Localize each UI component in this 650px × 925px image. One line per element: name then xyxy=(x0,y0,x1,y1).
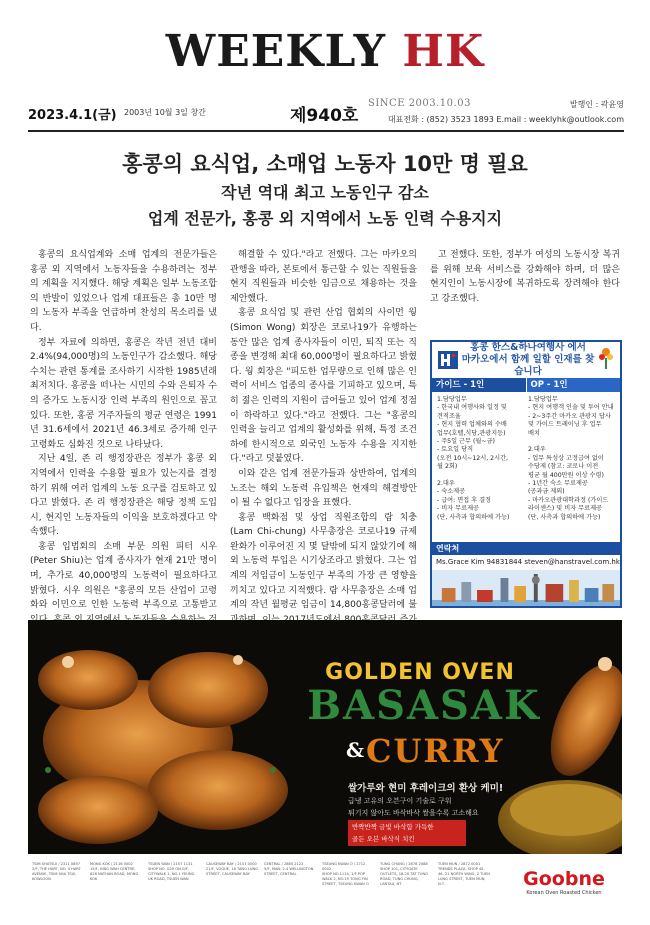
travel-agency-logo-icon xyxy=(436,348,460,372)
requirement-line: - 1년간 숙소 무료제공 xyxy=(528,480,588,488)
requirement-line: 견적조율 xyxy=(437,412,461,420)
ampersand: & xyxy=(346,738,365,762)
ad-badge xyxy=(348,820,466,846)
branch-list xyxy=(28,856,622,906)
branch: CENTRAL / 2865 2122 5/F, MAN, 2-4 WELLINGTON STREET, CENTRAL xyxy=(264,862,314,876)
requirement-line: (공과금 제외) xyxy=(528,488,565,496)
subheadline-2: 업계 전문가, 홍콩 외 지역에서 노동 인력 수용지지 xyxy=(147,209,503,228)
branch: TSEUNG KWAN O / 2712 0002 SHOP NO.1114, 1/F POP WALK 2, NO.19 TONG YIN STREET, TSEUNG KWAN O xyxy=(322,862,369,886)
paragraph: 홍콩 백화점 및 상업 직원조합의 람 치충(Lam Chi-chung) 사무총장은 코로나19 규제 완화가 이루어진 지 몇 달밖에 되지 않았기에 해외 노동력 투입은 시기상조라고 밝혔다. 그는 업계의 저임금이 노동인구 부족의 가장 큰 영향을 끼치고 있다고 지적했다. 람 사무총장은 소매 업계의 작년 월평균 임금이 14,800홍콩달러에 불 xyxy=(230,512,417,611)
founded-date: 2003년 10월 3일 창간 xyxy=(124,108,206,117)
contact-label: 연락처 xyxy=(432,542,620,555)
requirement-line: 및 가이드 트레이닝 후 업무 xyxy=(528,421,602,429)
paragraph: 해결할 수 있다."라고 전했다. 그는 마카오의 관행을 따라, 본토에서 통근할 수 있는 직원들을 현지 직원들과 비슷한 임금으로 채용하는 것을 제안했다. xyxy=(230,250,417,304)
article-column-3 xyxy=(430,248,620,306)
job-ad-title-1: 홍콩 한스&하나여행사 에서 xyxy=(470,342,586,353)
requirement-line: 2.대우 xyxy=(528,446,546,454)
requirement-line: 수당제 (참고: 코로나 이전 xyxy=(528,463,599,471)
paragraph: 홍콩 요식업 및 관련 산업 협회의 사이먼 웡(Simon Wong) 회장은 코로나19가 유행하는 동안 많은 업계 종사자들이 이민, 퇴직 또는 직종을 변경해 최대 60,000명이 필요하다고 밝혔다. 웡 회장은 "피도한 업무량으로 인해 많은 인력이 서비스 업종의 종사를 기피하고 있으며, 특히 젊은 인력의 지원이 급어들고 있어 업계 정점이 하락하고 있다."라고 전했다. 그는 "홍콩의 인력을 늘리고 업계의 활성화를 위해, 특정 조건하에 한시적으로 외국인 노동자 수용을 지지한다."라고 덧붙였다. xyxy=(230,308,417,465)
goobne-logo: Goobne Korean Oven Roasted Chicken xyxy=(523,868,605,896)
since-line: SINCE 2003.10.03 xyxy=(368,98,471,109)
paragraph: 고 전했다. 또한, 정부가 여성의 노동시장 복귀를 위해 보육 서비스를 강화해야 하며, 더 많은 현지인이 노동시장에 복귀하도록 장려해야 한다고 강조했다. xyxy=(430,250,620,304)
curry-title: CURRY xyxy=(366,732,505,770)
contact-details: Ms.Grace Kim 94831844 steven@hanstravel.com.hk xyxy=(436,558,620,566)
headline: 홍콩의 요식업, 소매업 노동자 10만 명 필요 xyxy=(122,152,528,176)
paragraph: 홍콩 입법회의 소매 부문 의원 피터 시우(Peter Shiu)는 업계 종사자가 현재 21만 명이며, 추가로 40,000명의 노동력이 필요하다고 밝혔다. 시우 의원은 "홍콩의 모든 산업이 고령화와 이민으로 인한 노동력 부족으로 고통받고 xyxy=(30,541,217,611)
ad-description-2: 튀기지 않아도 바삭바삭 쌀을수록 고소해요 xyxy=(348,809,479,817)
badge-line-2: 골든 오븐 바삭식 치킨 xyxy=(352,835,415,843)
requirement-line: (오전 10시~12시, 2시간, xyxy=(437,454,509,462)
requirement-line: - 토요일 당직 xyxy=(437,446,474,454)
golden-oven-logo: GOLDEN OVEN xyxy=(325,660,515,685)
requirement-line: - 숙소제공 xyxy=(437,488,466,496)
requirement-line: - 마카오관광대학과정 (가이드 xyxy=(528,496,609,504)
newspaper-title: WEEKLY HK xyxy=(165,26,485,77)
requirement-line: - 현지 협력 업체와의 수배 xyxy=(437,421,507,429)
issue-bar xyxy=(28,96,624,132)
basasak-title: BASASAK xyxy=(307,682,541,729)
ad-description-1: 급냉 고유의 오븐구이 기술로 구워 xyxy=(348,797,452,805)
requirement-line: 2.대우 xyxy=(437,480,455,488)
branch: TSIM SHATSUI / 2311 0897 2/F, THE HART, NO. 4 HART AVENUE, TSIM SHA TSUI, KOWLOON xyxy=(32,862,81,881)
tab-op: OP - 1인 xyxy=(526,378,621,392)
requirement-line: - 비자 무료제공 xyxy=(437,505,480,513)
job-ad-header xyxy=(432,342,620,378)
ad-tagline: 쌀가루와 현미 후레이크의 환상 케미! xyxy=(348,783,504,794)
requirement-line: (단, 사측과 합의하에 가능) xyxy=(528,513,601,521)
branch: TUNG CHUNG / 2878 2088 SHOP 101, CITYGATE OUTLETS, 18-20 TAT TUNG ROAD, TUNG CHUNG, LANTAU, NT xyxy=(380,862,429,886)
paragraph: 지난 4일, 존 리 행정장관은 정부가 홍콩 외 지역에서 인력을 수용할 필요가 있는지를 결정하기 위해 여러 업계의 노동 요구를 검토하고 있다고 밝혔다. 존 리 행정장관은 해당 정책 도입 시, 현지인 노동자들의 이익을 보호하겠다고 약속했다. xyxy=(30,454,217,538)
branch: TSUEN WAN / 2157 1131 SHOP NO. G29 ON G/F, CITYWALK 1, NO.1 YEUNG UK ROAD, TSUEN WAN xyxy=(148,862,195,881)
requirement-line: 업무(호텔,식당,관광지등) xyxy=(437,429,506,437)
requirement-line: 월 2회) xyxy=(437,463,458,471)
requirement-line: 배치 xyxy=(528,429,540,437)
requirement-line: 1.담당업무 xyxy=(528,396,558,403)
requirement-line: - 급여: 면접 후 결정 xyxy=(437,496,492,504)
guide-requirements xyxy=(435,396,526,532)
job-ad-title-2: 마카오에서 함께 일할 인재를 찾습니다 xyxy=(461,354,595,377)
macau-skyline-illustration xyxy=(432,570,620,608)
tab-guide: 가이드 - 1인 xyxy=(432,378,526,392)
requirement-line: - 주5일 근무 (월~금) xyxy=(437,438,495,446)
issue-number: 제940호 xyxy=(290,106,359,126)
requirement-line: 라이센스) 및 비자 무료제공 xyxy=(528,505,603,513)
goobne-advertisement xyxy=(28,620,622,854)
subheadline-1: 작년 역대 최고 노동인구 감소 xyxy=(221,183,429,202)
paragraph: 정부 자료에 의하면, 홍콩은 작년 전년 대비 2.4%(94,000명)의 노동인구가 감소했다. 해당 수치는 관련 통계를 조사하기 시작한 1985년래 최저치다. 홍콩을 떠나는 시민의 수와 은퇴자 수의 증가도 노동시장 인력 부족의 원인으로 꼽고 있다. 또한, 홍콩 거주자들의 평균 연령은 1991년 31.6세에서 2021년 46.3세로 증가해 인구 고령화도 심화진 것으로 나타났다. xyxy=(30,337,217,450)
job-advertisement xyxy=(430,340,622,608)
requirement-line: - 2~3주간 마카오 관광지 답사 xyxy=(528,412,611,420)
requirement-line: 평균 월 400만원 이상 수령) xyxy=(528,471,604,479)
branch: MONG KOK / 2116 0002 15/F, KING WAH CENTRE, 628 NATHAN ROAD, MONG KOK xyxy=(90,862,139,881)
branch: CAUSEWAY BAY / 2157 0000 21/F, VOGUE, 18 TANG LUNG STREET, CAUSEWAY BAY xyxy=(206,862,258,876)
flower-icon xyxy=(596,346,616,374)
fried-chicken-illustration xyxy=(28,620,622,854)
paragraph: 홍콩의 요식업계와 소매 업계의 전문가들은 홍콩 외 지역에서 노동자들을 수용하려는 정부의 계획을 지지했다. 해당 계획은 일부 노동조합의 반발이 있었으나 업계 대표들은 총 10만 명의 노동자 부족을 언급하며 찬성의 목소리를 냈다. xyxy=(30,250,217,333)
requirement-line: - 현지 여행객 인솔 및 투어 안내 xyxy=(528,404,614,412)
requirement-line: (단, 사측과 합의하에 가능) xyxy=(437,513,510,521)
issue-date: 2023.4.1(금) xyxy=(28,108,117,123)
op-requirements xyxy=(526,396,617,532)
paragraph: 이와 같은 업계 전문가들과 상반하여, 업계의 노조는 해외 노동력 유입책은 현재의 해결방안이 될 수 없다고 입장을 표했다. xyxy=(230,468,417,509)
requirement-line: 1.담당업무 xyxy=(437,396,467,403)
requirement-line xyxy=(437,472,524,480)
badge-line-1: 반짝반짝 금빛 바삭함 가득한 xyxy=(352,823,434,831)
article-column-1 xyxy=(30,248,217,642)
branch: TUEN MUN / 2872 0001 TRENDS PLAZA, SHOP 45-46, 21 NORTH WING, 2 TUEN LUNG STREET, TUEN MUN, N.T. xyxy=(438,862,490,886)
contact-info: 대표전화 : (852) 3523 1893 E.mail : weeklyhk@outlook.com xyxy=(387,115,624,124)
article-column-2 xyxy=(230,248,417,642)
requirement-line: - 업무 특성상 고정급여 없이 xyxy=(528,454,604,462)
publisher: 발행인 : 곽윤영 xyxy=(569,100,624,109)
requirement-line: - 한국내 여행사와 일정 및 xyxy=(437,404,507,412)
